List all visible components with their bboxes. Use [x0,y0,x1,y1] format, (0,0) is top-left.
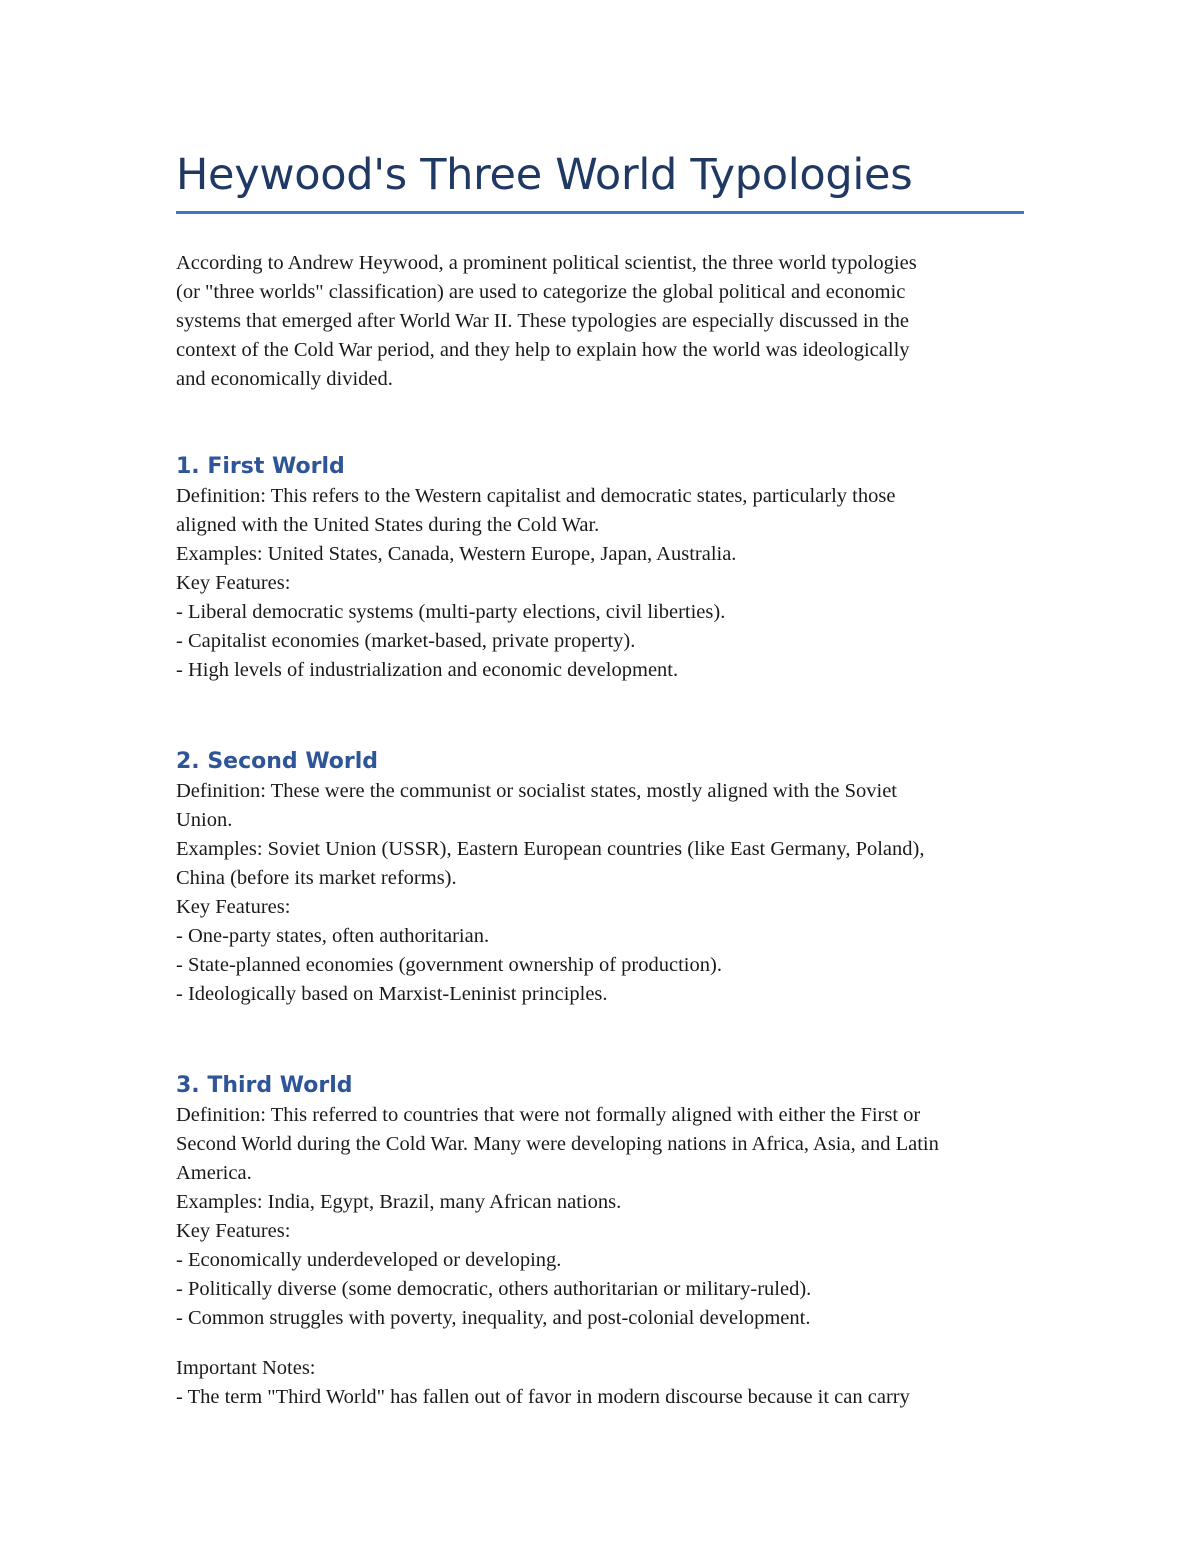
body-line: Examples: United States, Canada, Western Europe, Japan, Australia. [176,543,737,565]
body-line: America. [176,1162,252,1184]
body-line: Definition: These were the communist or socialist states, mostly aligned with the Soviet [176,780,897,802]
body-line: - State-planned economies (government ownership of production). [176,954,722,976]
intro-line: (or "three worlds" classification) are used to categorize the global political and economic [176,281,906,303]
section-heading-first-world: 1. First World [176,454,345,479]
body-line: - Liberal democratic systems (multi-party elections, civil liberties). [176,601,726,623]
body-line: - Ideologically based on Marxist-Leninist principles. [176,983,608,1005]
section-heading-second-world: 2. Second World [176,749,379,774]
document-page [176,140,1026,1412]
body-line: Examples: India, Egypt, Brazil, many African nations. [176,1191,622,1213]
body-line: Key Features: [176,572,291,594]
body-line: - High levels of industrialization and economic development. [176,659,679,681]
body-line: Second World during the Cold War. Many were developing nations in Africa, Asia, and Latin [176,1133,939,1155]
body-line: Definition: This refers to the Western capitalist and democratic states, particularly those [176,485,896,507]
notes-line: - The term "Third World" has fallen out of favor in modern discourse because it can carry [176,1386,910,1408]
body-line: - Politically diverse (some democratic, others authoritarian or military-ruled). [176,1278,812,1300]
body-line: - Common struggles with poverty, inequality, and post-colonial development. [176,1307,811,1329]
section-body-third-world [176,1101,1026,1333]
section-body-second-world [176,777,1026,1009]
body-line: Examples: Soviet Union (USSR), Eastern European countries (like East Germany, Poland), [176,838,925,860]
body-line: Key Features: [176,1220,291,1242]
intro-line: context of the Cold War period, and they help to explain how the world was ideologically [176,339,910,361]
body-line: Union. [176,809,233,831]
body-line: aligned with the United States during the Cold War. [176,514,600,536]
intro-line: and economically divided. [176,368,393,390]
title-underline [176,211,1024,214]
body-line: China (before its market reforms). [176,867,457,889]
intro-line: According to Andrew Heywood, a prominent political scientist, the three world typologies [176,252,917,274]
notes-label: Important Notes: [176,1357,316,1379]
body-line: - Economically underdeveloped or developing. [176,1249,562,1271]
section-body-first-world [176,482,1026,685]
intro-paragraph [176,249,1026,394]
body-line: Key Features: [176,896,291,918]
document-title: Heywood's Three World Typologies [176,150,913,200]
section-heading-third-world: 3. Third World [176,1073,353,1098]
body-line: Definition: This referred to countries that were not formally aligned with either the First or [176,1104,921,1126]
body-line: - One-party states, often authoritarian. [176,925,490,947]
notes-paragraph [176,1354,1026,1412]
intro-line: systems that emerged after World War II. These typologies are especially discussed in the [176,310,909,332]
body-line: - Capitalist economies (market-based, private property). [176,630,636,652]
